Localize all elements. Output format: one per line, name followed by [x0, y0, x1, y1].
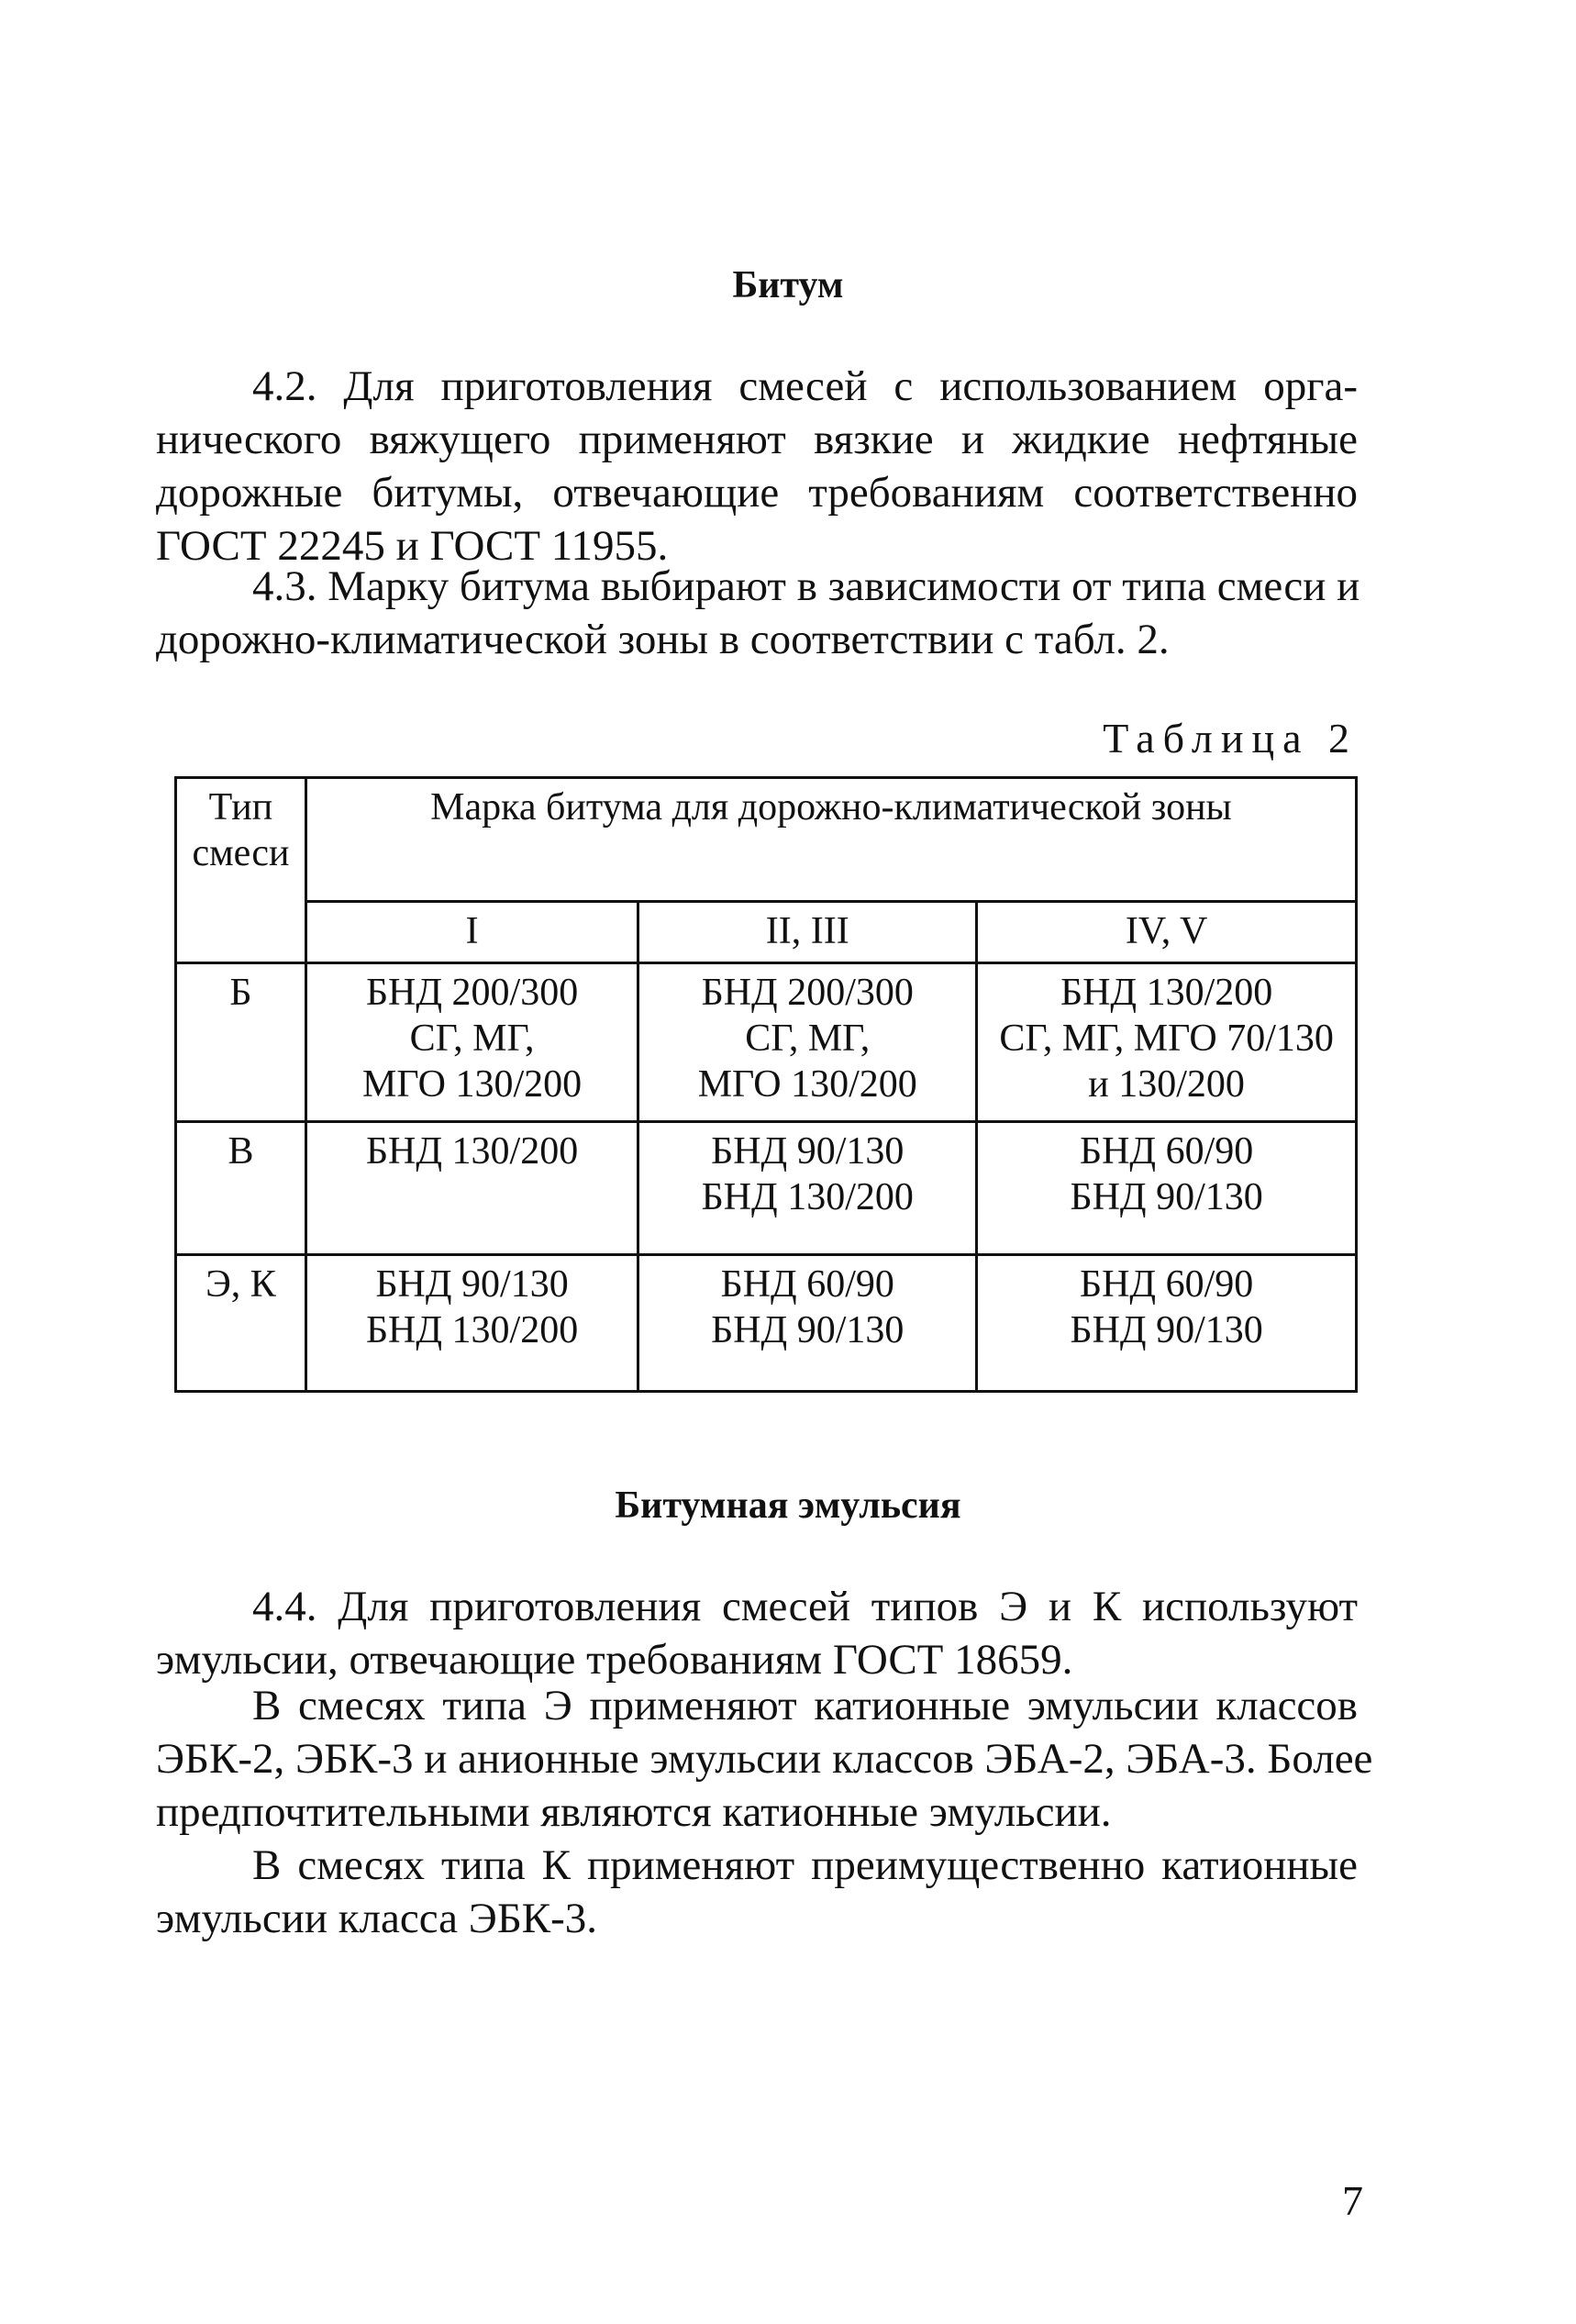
table-caption: Таблица 2 — [1103, 715, 1358, 762]
table-cell: БНД 90/130 БНД 130/200 — [305, 1255, 638, 1392]
table-row — [176, 1122, 1357, 1255]
table-cell: БНД 90/130 БНД 130/200 — [638, 1122, 977, 1255]
text-line: 4.3. Марку битума выбирают в зависимости от типа смеси и — [252, 562, 1360, 610]
header-zone-2-3: II, III — [638, 902, 977, 963]
cell-mix-type: Б — [176, 963, 306, 1122]
table-cell: БНД 60/90 БНД 90/130 — [977, 1255, 1357, 1392]
table-header-row — [176, 778, 1357, 902]
table-cell: БНД 60/90 БНД 90/130 — [638, 1255, 977, 1392]
paragraph-4-3 — [156, 560, 1358, 666]
section-title-bitumen: Битум — [732, 264, 844, 306]
table-cell: БНД 200/300 СГ, МГ, МГО 130/200 — [638, 963, 977, 1122]
table-cell: БНД 60/90 БНД 90/130 — [977, 1122, 1357, 1255]
page-number: 7 — [1342, 2177, 1363, 2224]
table-row — [176, 963, 1357, 1122]
cell-mix-type: В — [176, 1122, 306, 1255]
text-line: нического вяжущего применяют вязкие и жидкие нефтяные — [156, 416, 1358, 463]
text-line: дорожно-климатической зоны в соответствии с табл. 2. — [156, 616, 1170, 663]
header-zone-4-5: IV, V — [977, 902, 1357, 963]
header-bitumen-grade: Марка битума для дорожно-климатической зоны — [305, 778, 1356, 902]
table-zone-row — [176, 902, 1357, 963]
text-line: предпочтительными являются катионные эмульсии. — [156, 1788, 1112, 1836]
section-title-bitumen-emulsion: Битумная эмульсия — [615, 1484, 961, 1527]
cell-mix-type: Э, К — [176, 1255, 306, 1392]
text-line: 4.2. Для приготовления смесей с использованием орга- — [252, 362, 1358, 410]
text-line: эмульсии, отвечающие требованиям ГОСТ 18659. — [156, 1636, 1073, 1684]
text-line: эмульсии класса ЭБК-3. — [156, 1895, 598, 1942]
header-mix-type: Тип смеси — [176, 778, 306, 963]
header-zone-1: I — [305, 902, 638, 963]
text-line: дорожные битумы, отвечающие требованиям соответственно — [156, 469, 1358, 517]
text-line: ЭБК-2, ЭБК-3 и анионные эмульсии классов ЭБА-2, ЭБА-3. Более — [156, 1735, 1373, 1783]
paragraph-type-k — [156, 1839, 1358, 1945]
paragraph-4-2 — [156, 360, 1358, 573]
text-line: ГОСТ 22245 и ГОСТ 11955. — [156, 522, 669, 570]
table-cell: БНД 130/200 СГ, МГ, МГО 70/130 и 130/200 — [977, 963, 1357, 1122]
text-line: В смесях типа К применяют преимущественно катионные — [252, 1841, 1358, 1889]
paragraph-4-4 — [156, 1580, 1358, 1686]
table-row — [176, 1255, 1357, 1392]
table-cell: БНД 130/200 — [305, 1122, 638, 1255]
text-line: 4.4. Для приготовления смесей типов Э и К используют — [252, 1583, 1358, 1630]
paragraph-type-e — [156, 1679, 1373, 1839]
text-line: В смесях типа Э применяют катионные эмульсии классов — [252, 1682, 1358, 1729]
table-cell: БНД 200/300 СГ, МГ, МГО 130/200 — [305, 963, 638, 1122]
bitumen-grade-table — [174, 776, 1358, 1393]
